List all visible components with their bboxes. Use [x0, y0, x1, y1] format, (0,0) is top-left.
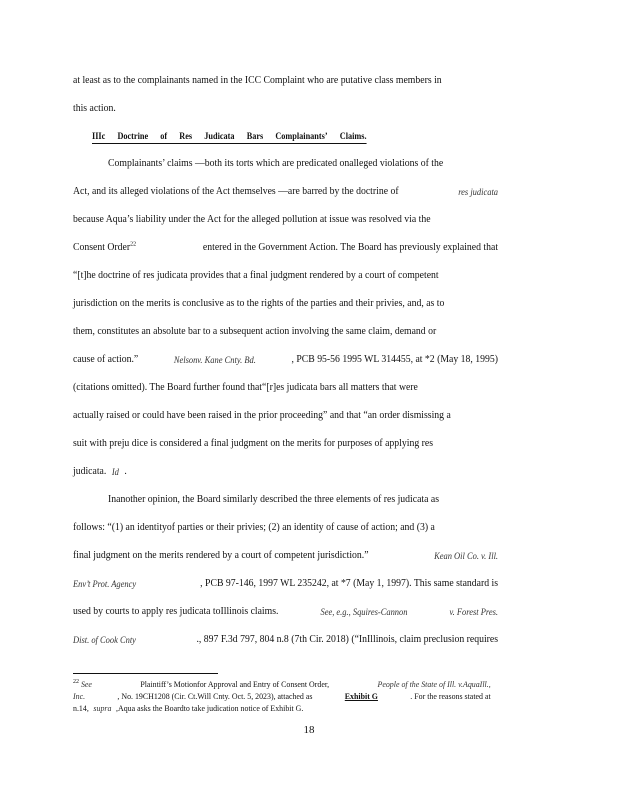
heading-word: Judicata	[204, 132, 235, 142]
heading-word: Bars	[246, 132, 264, 142]
body-line	[73, 381, 498, 395]
text-span: Complainants’ claims —both its torts which are predicated onalleged violations of the	[108, 158, 444, 169]
heading-word: of	[160, 132, 168, 142]
text-span: them, constitutes an absolute bar to a subsequent action involving the same claim, demand or	[73, 326, 437, 337]
page-number: 18	[303, 724, 315, 736]
text-span: . For the reasons stated at	[410, 691, 491, 701]
text-span: Inanother opinion, the Board similarly described the three elements of res judicata as	[108, 494, 439, 505]
text-span: , PCB 95-56 1995 WL 314455, at *2 (May 18, 1995)	[291, 354, 499, 365]
body-line	[73, 409, 498, 423]
text-span: (citations omitted). The Board further found that“[r]es judicata bars all matters that were	[73, 382, 418, 393]
body-line	[73, 353, 498, 367]
body-line	[108, 157, 501, 171]
text-span: suit with preju dice is considered a final judgment on the merits for purposes of applying res	[73, 438, 433, 449]
body-line	[73, 213, 498, 227]
text-span: cause of action.”	[73, 354, 139, 365]
footnote-line	[73, 679, 491, 690]
body-line	[73, 269, 498, 283]
text-span: used by courts to apply res judicata toIllinois claims.	[73, 606, 279, 617]
case-citation: Kean Oil Co. v. Ill.	[434, 551, 499, 561]
text-span: final judgment on the merits rendered by a court of competent jurisdiction.”	[73, 550, 369, 561]
text-span: n.14,	[73, 703, 89, 713]
case-citation: Nelsonv. Kane Cnty. Bd.	[173, 355, 256, 365]
case-citation: Inc.	[73, 691, 86, 701]
text-span: Consent Order	[73, 242, 131, 253]
body-line	[73, 633, 498, 647]
body-line	[108, 493, 501, 507]
text-span: entered in the Government Action. The Board has previously explained that	[202, 242, 499, 253]
body-line	[73, 74, 498, 88]
body-line	[73, 241, 498, 255]
body-line	[73, 521, 498, 535]
text-span: actually raised or could have been raised in the prior proceeding” and that “an order dismissing a	[73, 410, 451, 421]
signal-word: supra	[93, 703, 112, 713]
heading-word: IIIc	[92, 132, 106, 142]
text-span: , No. 19CH1208 (Cir. Ct.Will Cnty. Oct. 5, 2023), attached as	[117, 691, 313, 701]
text-span: ., 897 F.3d 797, 804 n.8 (7th Cir. 2018) (“InIllinois, claim preclusion requires	[196, 634, 499, 645]
section-heading	[92, 131, 367, 144]
text-span: ,Aqua asks the Boardto take judication notice of Exhibit G.	[116, 703, 304, 713]
body-line	[73, 549, 498, 563]
footnote-divider	[73, 673, 218, 674]
body-line	[73, 605, 498, 619]
text-span: “[t]he doctrine of res judicata provides that a final judgment rendered by a court of competent	[73, 270, 439, 281]
case-citation: Dist. of Cook Cnty	[73, 635, 136, 645]
signal-word: See	[80, 679, 92, 689]
text-span: this action.	[73, 103, 116, 114]
heading-word: Claims.	[339, 132, 367, 142]
italic-term: Id	[111, 467, 119, 477]
body-line	[73, 297, 498, 311]
footnote-line	[73, 703, 491, 714]
case-citation: See, e.g., Squires-Cannon	[320, 607, 408, 617]
text-span: judicata.	[73, 466, 107, 477]
body-line	[73, 185, 498, 199]
heading-word: Res	[179, 132, 193, 142]
body-line	[73, 437, 498, 451]
footnote-ref[interactable]: 22	[130, 240, 137, 248]
text-span: at least as to the complainants named in the ICC Complaint who are putative class members in	[73, 75, 442, 86]
body-line	[73, 325, 498, 339]
text-span: because Aqua’s liability under the Act for the alleged pollution at issue was resolved via the	[73, 214, 431, 225]
case-citation: Env’t Prot. Agency	[73, 579, 137, 589]
text-span: , PCB 97-146, 1997 WL 235242, at *7 (May 1, 1997). This same standard is	[200, 578, 499, 589]
body-line	[73, 102, 498, 116]
heading-word: Complainants’	[275, 132, 328, 142]
case-citation: People of the State of Ill. v.AquaIll.,	[377, 679, 491, 689]
footnote-line	[73, 691, 491, 702]
italic-term: res judicata	[458, 187, 499, 197]
text-span: Act, and its alleged violations of the Act themselves —are barred by the doctrine of	[73, 186, 399, 197]
body-line: judicata. Id .	[73, 466, 127, 477]
exhibit-link[interactable]: Exhibit G	[344, 691, 378, 701]
heading-word: Doctrine	[117, 132, 149, 142]
case-citation: v. Forest Pres.	[449, 607, 499, 617]
text-span: Plaintiff’s Motionfor Approval and Entry of Consent Order,	[140, 679, 330, 689]
text-span: follows: “(1) an identityof parties or their privies; (2) an identity of cause of action; and (3) a	[73, 522, 435, 533]
text-span: jurisdiction on the merits is conclusive as to the rights of the parties and their privies, and, as to	[73, 298, 445, 309]
body-line	[73, 577, 498, 591]
footnote-marker: 22	[73, 678, 79, 686]
